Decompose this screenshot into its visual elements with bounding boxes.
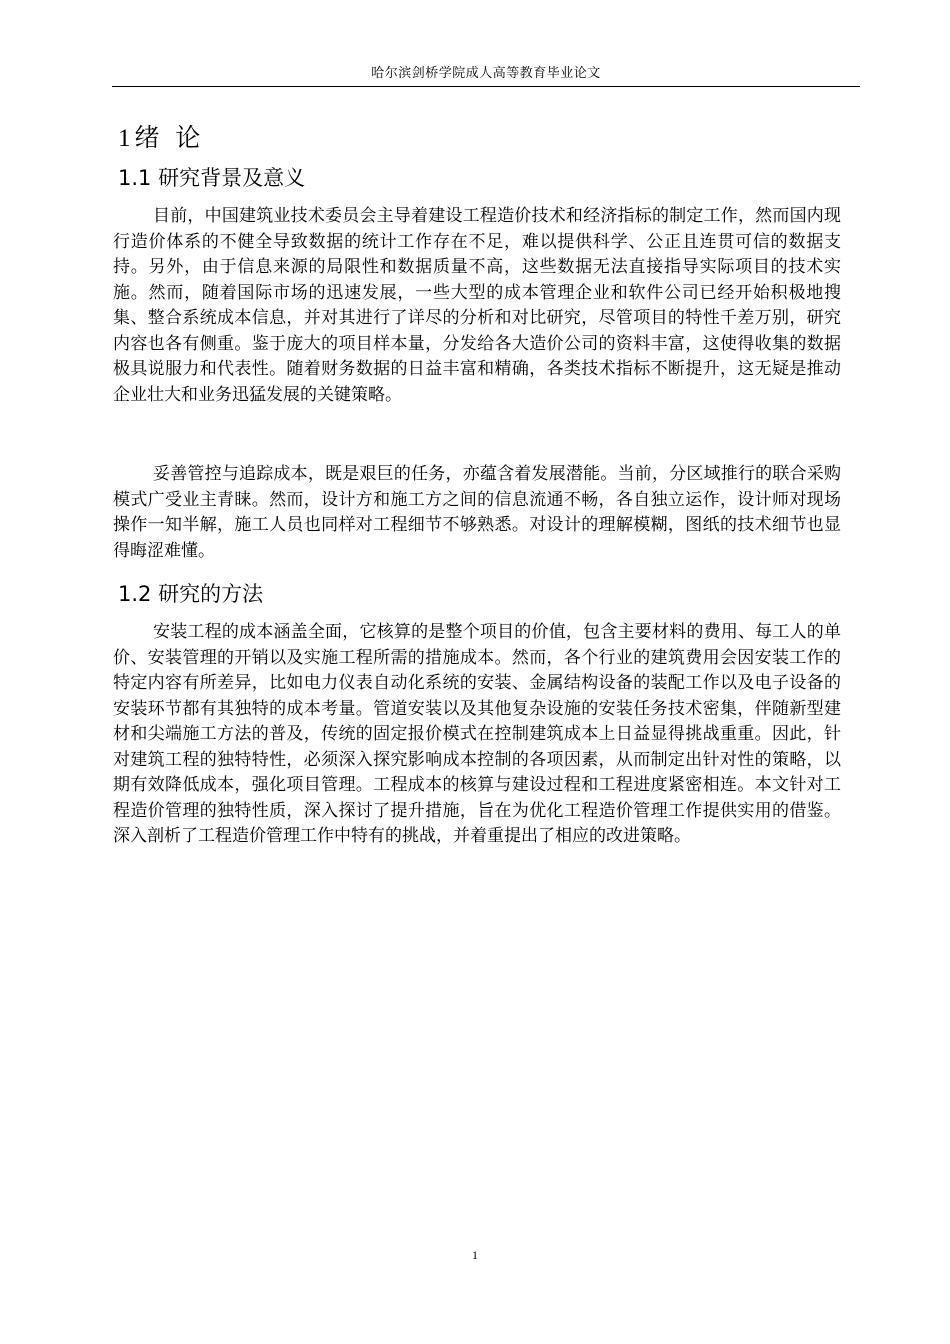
section-heading-1-1: 1.1 研究背景及意义	[118, 166, 306, 190]
running-header: 哈尔滨剑桥学院成人高等教育毕业论文	[371, 66, 601, 81]
header-rule	[112, 86, 860, 87]
page-number: 1	[472, 1248, 478, 1262]
paragraph-background-2: 妥善管控与追踪成本，既是艰巨的任务，亦蕴含着发展潜能。当前，分区域推行的联合采购模式广受业主青睐。然而，设计方和施工方之间的信息流通不畅，各自独立运作，设计师对现场操作一知半解，施工人员也同样对工程细节不够熟悉。对设计的理解模糊，图纸的技术细节也显得晦涩难懂。	[113, 464, 841, 561]
chapter-title-text: 绪 论	[134, 123, 201, 152]
paragraph-method-1: 安装工程的成本涵盖全面，它核算的是整个项目的价值，包含主要材料的费用、每工人的单价、安装管理的开销以及实施工程所需的措施成本。然而，各个行业的建筑费用会因安装工作的特定内容有所差异，比如电力仪表自动化系统的安装、金属结构设备的装配工作以及电子设备的安装环节都有其独特的成本考量。管道安装以及其他复杂设施的安装任务技术密集，伴随新型建材和尖端施工方法的普及，传统的固定报价模式在控制建筑成本上日益显得挑战重重。因此，针对建筑工程的独特特性，必须深入探究影响成本控制的各项因素，从而制定出针对性的策略，以期有效降低成本，强化项目管理。工程成本的核算与建设过程和工程进度紧密相连。本文针对工程造价管理的独特性质，深入探讨了提升措施，旨在为优化工程造价管理工作提供实用的借鉴。深入剖析了工程造价管理工作中特有的挑战，并着重提出了相应的改进策略。	[113, 622, 841, 846]
chapter-number: 1	[118, 125, 131, 152]
section-heading-1-2: 1.2 研究的方法	[118, 582, 264, 606]
chapter-title	[118, 122, 200, 155]
paragraph-background-1: 目前，中国建筑业技术委员会主导着建设工程造价技术和经济指标的制定工作，然而国内现行造价体系的不健全导致数据的统计工作存在不足，难以提供科学、公正且连贯可信的数据支持。另外，由于信息来源的局限性和数据质量不高，这些数据无法直接指导实际项目的技术实施。然而，随着国际市场的迅速发展，一些大型的成本管理企业和软件公司已经开始积极地搜集、整合系统成本信息，并对其进行了详尽的分析和对比研究，尽管项目的特性千差万别，研究内容也各有侧重。鉴于庞大的项目样本量，分发给各大造价公司的资料丰富，这使得收集的数据极具说服力和代表性。随着财务数据的日益丰富和精确，各类技术指标不断提升，这无疑是推动企业壮大和业务迅猛发展的关键策略。	[113, 206, 841, 405]
